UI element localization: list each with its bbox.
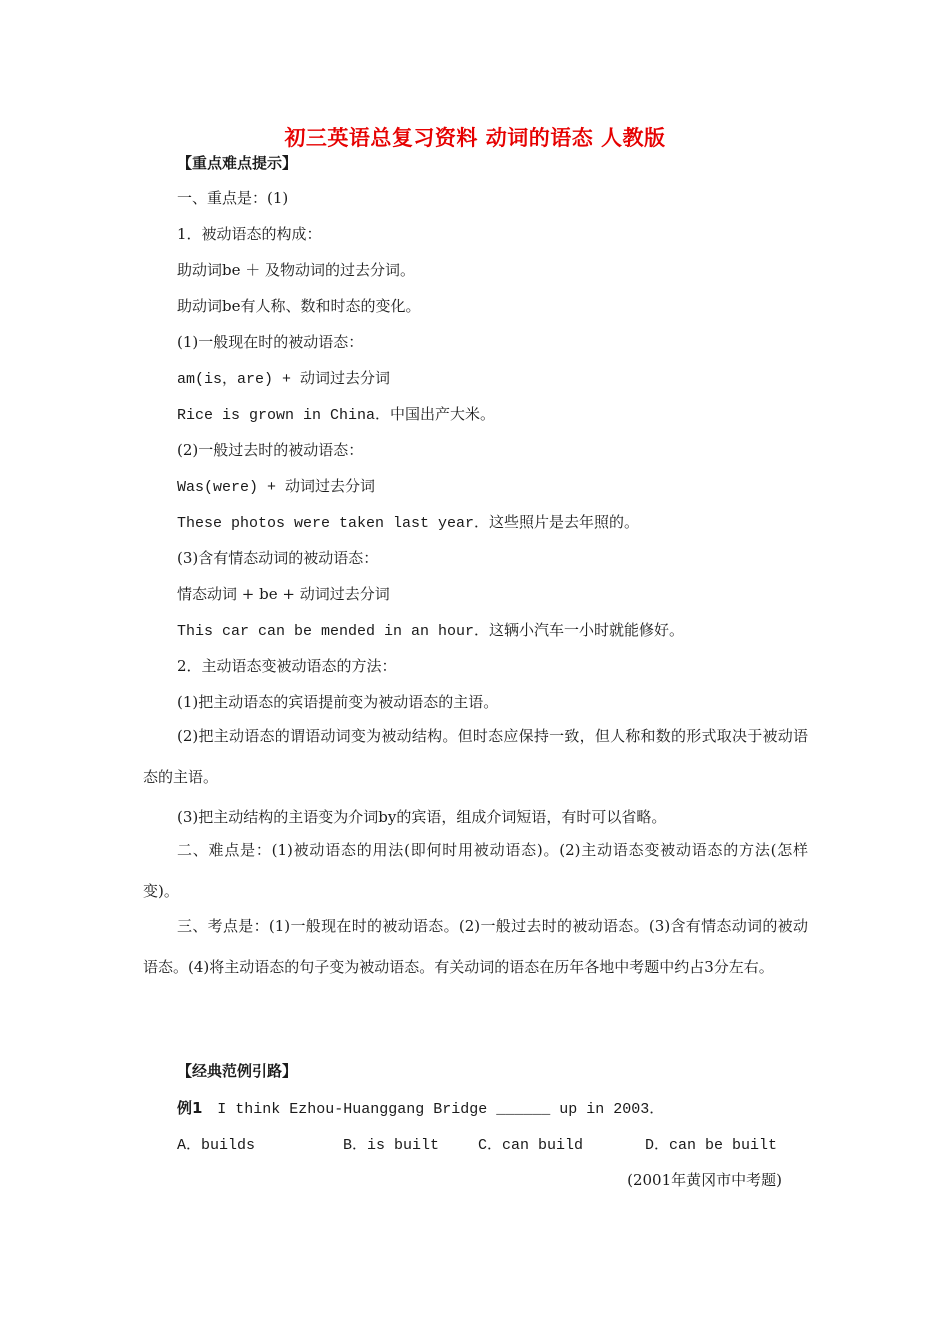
question-text: I think Ezhou-Huanggang Bridge ______ up in 2003． bbox=[217, 1101, 665, 1118]
text-line: am(is，are) + 动词过去分词 bbox=[177, 371, 391, 388]
example-question bbox=[177, 1097, 664, 1118]
paragraph: 三、考点是：(1)一般现在时的被动语态。(2)一般过去时的被动语态。(3)含有情态动词的被动语态。(4)将主动语态的句子变为被动语态。有关动词的语态在历年各地中考题中约占3分左右。 bbox=[143, 917, 808, 976]
paragraph: (2)把主动语态的谓语动词变为被动结构。但时态应保持一致，但人称和数的形式取决于被动语态的主语。 bbox=[143, 727, 808, 786]
text-line: (2)一般过去时的被动语态： bbox=[177, 441, 364, 459]
text-line: 助动词be有人称、数和时态的变化。 bbox=[177, 297, 421, 315]
text-line: Was(were) + 动词过去分词 bbox=[177, 479, 376, 496]
section-heading-examples: 【经典范例引路】 bbox=[177, 1062, 298, 1080]
paragraph: 二、难点是：(1)被动语态的用法(即何时用被动语态)。(2)主动语态变被动语态的方法(怎样变)。 bbox=[143, 841, 808, 900]
option-d: D．can be built bbox=[645, 1137, 778, 1154]
document-title: 初三英语总复习资料 动词的语态 人教版 bbox=[284, 126, 666, 150]
text-line: 助动词be ＋ 及物动词的过去分词。 bbox=[177, 261, 416, 279]
paragraph: (3)把主动结构的主语变为介词by的宾语，组成介词短语，有时可以省略。 bbox=[177, 808, 667, 826]
example-label: 例1 bbox=[177, 1099, 203, 1117]
text-line: 1．被动语态的构成： bbox=[177, 225, 322, 243]
example-sentence: These photos were taken last year．这些照片是去年照的。 bbox=[177, 515, 640, 532]
question-source: (2001年黄冈市中考题) bbox=[627, 1171, 782, 1189]
option-b: B．is built bbox=[343, 1137, 440, 1154]
option-c: C．can build bbox=[478, 1137, 584, 1154]
text-line: (3)含有情态动词的被动语态： bbox=[177, 549, 379, 567]
text-line: 一、重点是：(1) bbox=[177, 189, 289, 207]
example-sentence: This car can be mended in an hour．这辆小汽车一小时就能修好。 bbox=[177, 623, 685, 640]
option-a: A．builds bbox=[177, 1137, 256, 1154]
text-line: 情态动词 + be + 动词过去分词 bbox=[177, 585, 390, 603]
example-sentence: Rice is grown in China．中国出产大米。 bbox=[177, 407, 496, 424]
text-line: (1)一般现在时的被动语态： bbox=[177, 333, 364, 351]
text-line: 2．主动语态变被动语态的方法： bbox=[177, 657, 397, 675]
text-line: (1)把主动语态的宾语提前变为被动语态的主语。 bbox=[177, 693, 499, 711]
section-heading-key-points: 【重点难点提示】 bbox=[177, 154, 298, 172]
